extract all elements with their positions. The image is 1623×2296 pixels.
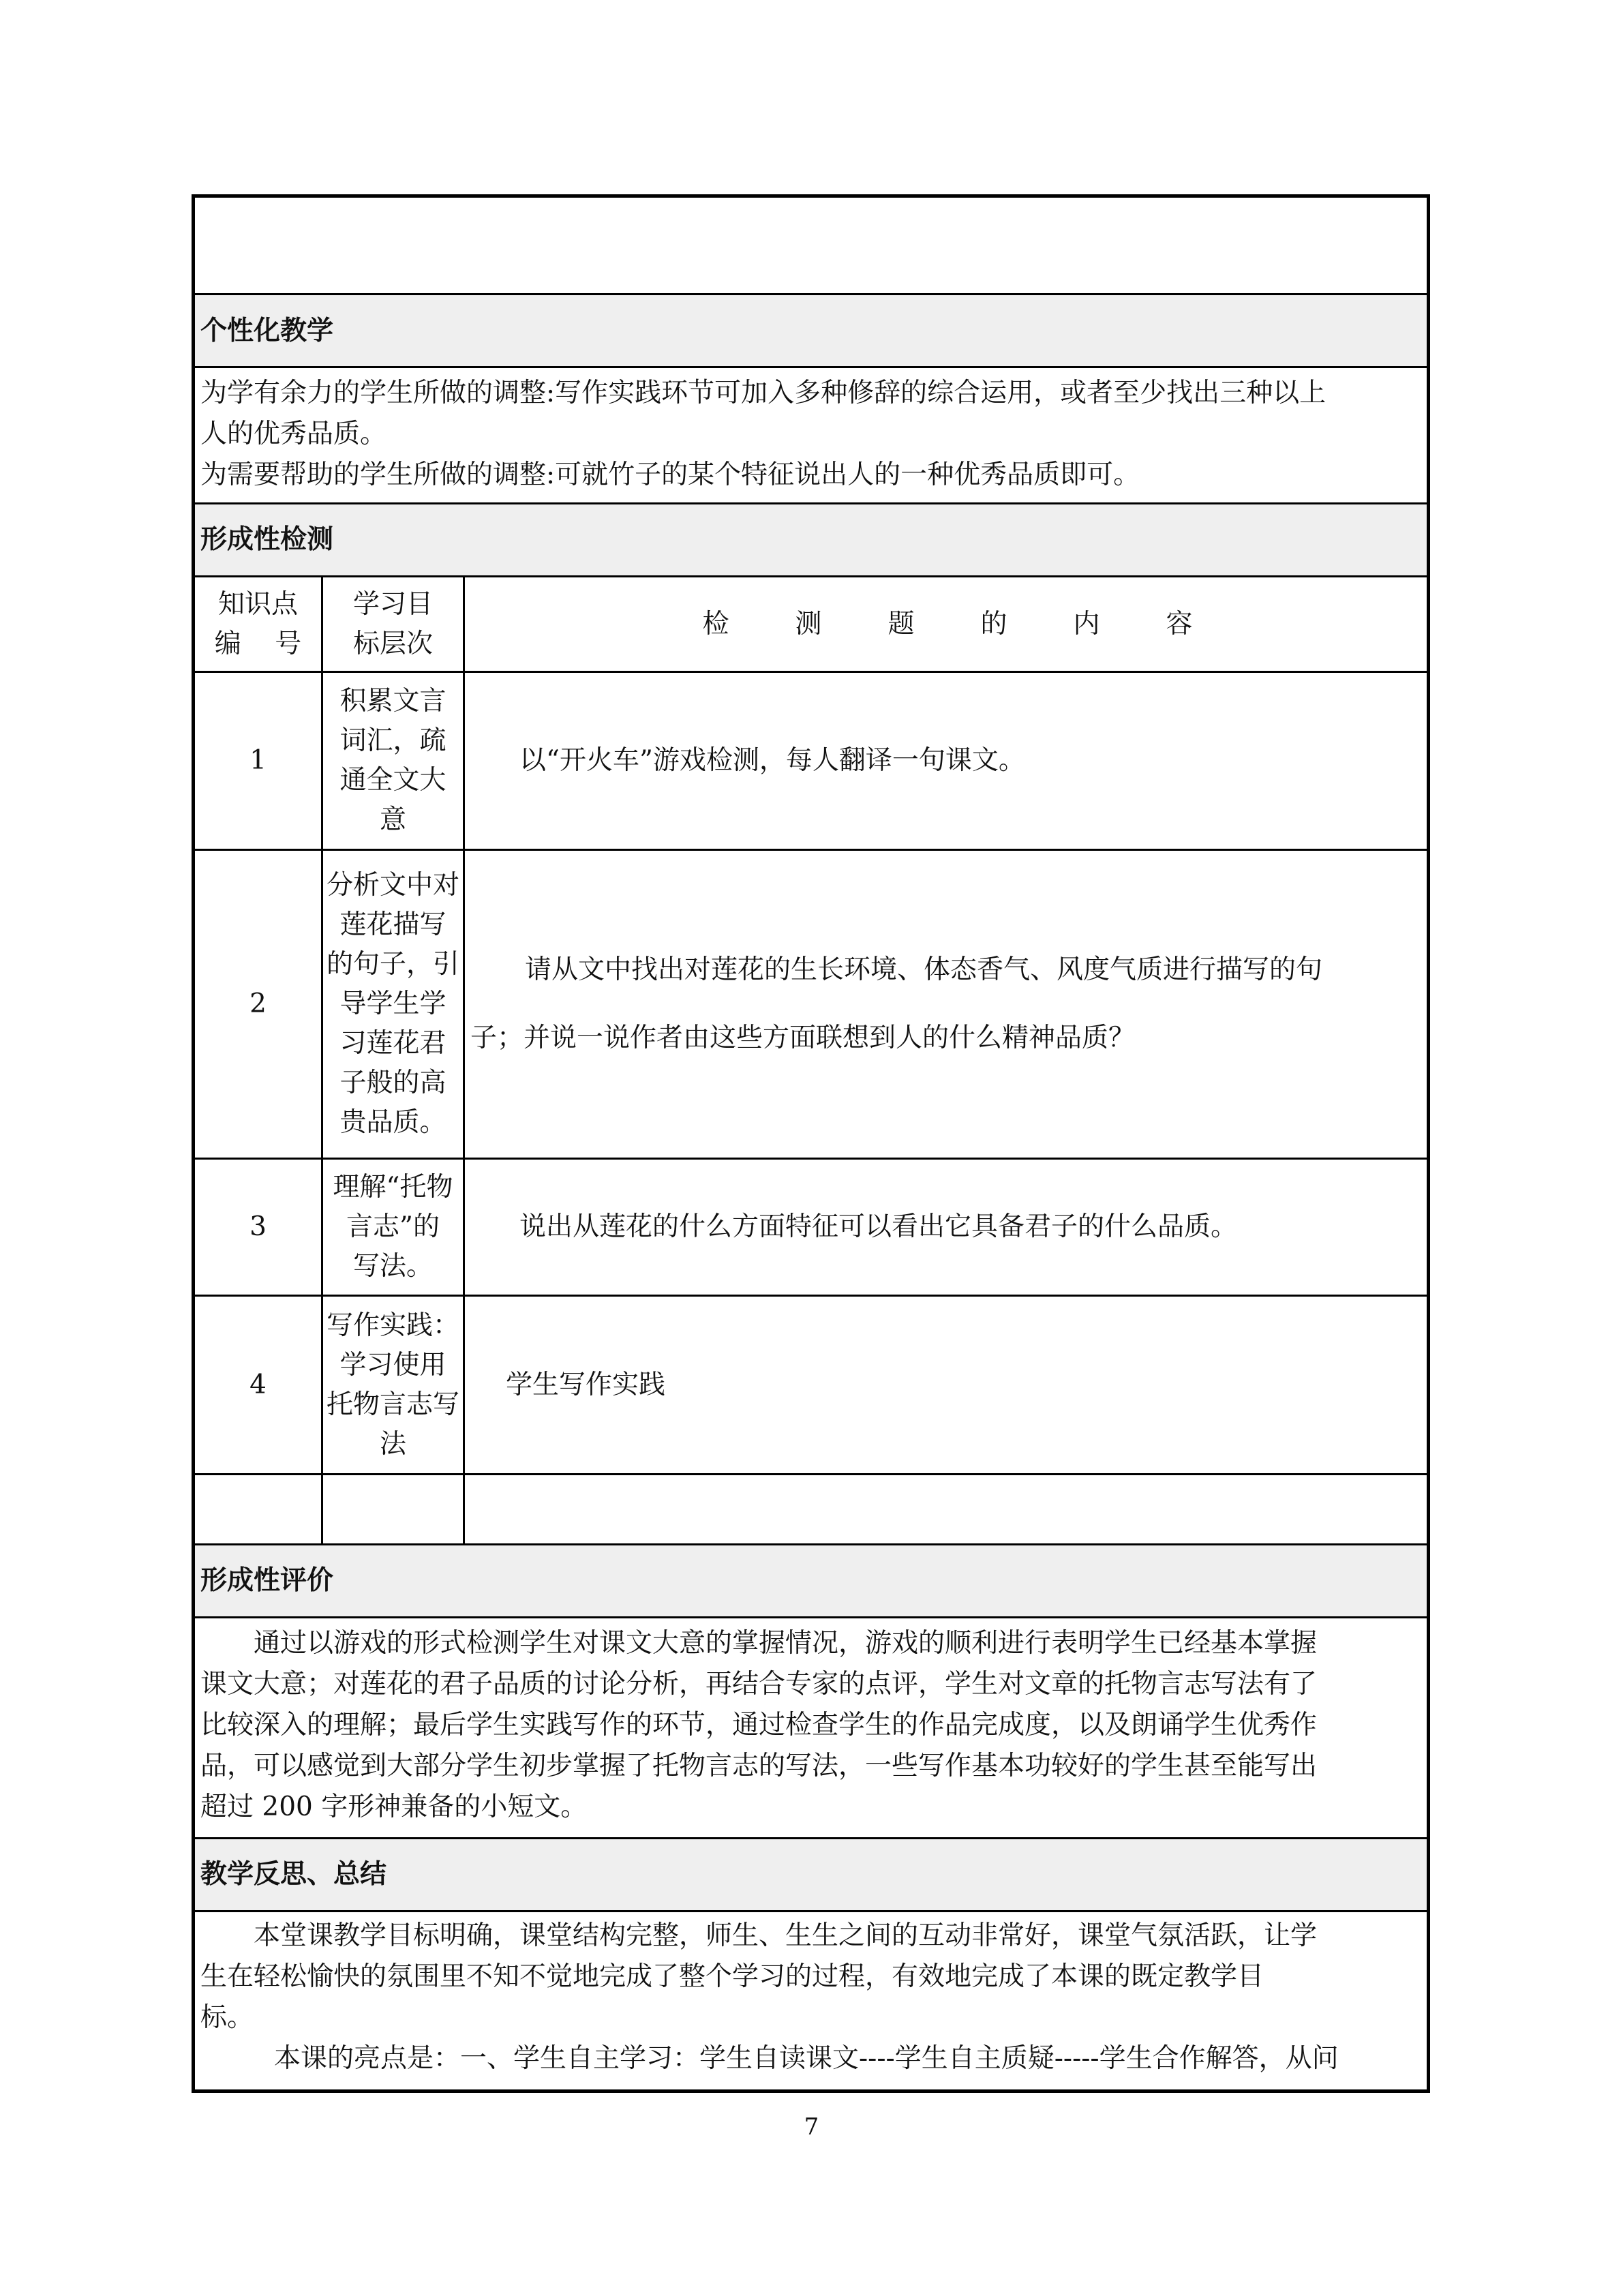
- header-char: 检: [702, 608, 729, 639]
- row-divider: [195, 1473, 1427, 1475]
- cell-line: 托物言志写: [326, 1389, 459, 1420]
- text-line: 比较深入的理解；最后学生实践写作的环节，通过检查学生的作品完成度，以及朗诵学生优秀作: [200, 1710, 1318, 1740]
- header-line: 标层次: [352, 628, 433, 659]
- table-header-target-level: [323, 577, 463, 671]
- cell-line: 写作实践：: [326, 1310, 459, 1341]
- table-cell-number: 3: [249, 1211, 267, 1242]
- cell-line: 莲花描写: [339, 909, 446, 940]
- lesson-plan-table: [192, 194, 1430, 2093]
- table-cell-number: 2: [249, 988, 267, 1019]
- table-cell-level: [323, 1297, 463, 1473]
- cell-line: 法: [379, 1428, 406, 1460]
- section-title-personalized: 个性化教学: [200, 316, 334, 346]
- page-number: 7: [804, 2113, 819, 2141]
- text-line: 为需要帮助的学生所做的调整:可就竹子的某个特征说出人的一种优秀品质即可。: [200, 459, 1140, 490]
- cell-line: 的句子，引: [326, 949, 459, 980]
- text-line: 品，可以感觉到大部分学生初步掌握了托物言志的写法，一些写作基本功较好的学生甚至能写出: [200, 1751, 1318, 1781]
- table-cell-content: [465, 673, 1430, 849]
- section-band-formative-eval: [195, 1545, 1427, 1616]
- table-cell-content: [465, 851, 1430, 1158]
- cell-line: 写法。: [352, 1251, 433, 1282]
- text-line: 通过以游戏的形式检测学生对课文大意的掌握情况，游戏的顺利进行表明学生已经基本掌握: [254, 1628, 1318, 1659]
- table-cell-content: [465, 1297, 1430, 1473]
- cell-line: 习莲花君: [339, 1028, 446, 1059]
- header-char: 的: [980, 608, 1007, 639]
- text-line: 课文大意；对莲花的君子品质的讨论分析，再结合专家的点评，学生对文章的托物言志写法有了: [200, 1669, 1318, 1700]
- cell-line: 积累文言: [339, 686, 446, 716]
- cell-line: 学生写作实践: [506, 1369, 666, 1400]
- cell-line: 说出从莲花的什么方面特征可以看出它具备君子的什么品质。: [519, 1211, 1238, 1242]
- cell-line: 分析文中对: [326, 870, 459, 901]
- reflection-content: [200, 1916, 1416, 2079]
- cell-line: 学习使用: [339, 1349, 446, 1380]
- header-line: 编 号: [214, 628, 302, 659]
- formative-eval-content: [200, 1623, 1416, 1828]
- cell-line: 贵品质。: [339, 1107, 446, 1138]
- cell-line: 词汇，疏: [339, 725, 446, 756]
- text-line: 本课的亮点是：一、学生自主学习：学生自读课文----学生自主质疑-----学生合作解答，从问: [274, 2043, 1339, 2074]
- cell-line: 言志”的: [346, 1211, 440, 1242]
- table-header-knowledge-number: [195, 577, 321, 671]
- header-line: 学习目: [352, 588, 433, 620]
- cell-line: 请从文中找出对莲花的生长环境、体态香气、风度气质进行描写的句: [525, 954, 1323, 985]
- row-divider: [195, 1616, 1427, 1618]
- header-line: 知识点: [217, 588, 298, 620]
- table-cell-content: [465, 1160, 1430, 1295]
- section-title-formative-test: 形成性检测: [200, 524, 334, 555]
- text-line: 生在轻松愉快的氛围里不知不觉地完成了整个学习的过程，有效地完成了本课的既定教学目: [200, 1961, 1264, 1992]
- personalized-content: [200, 373, 1416, 496]
- table-cell-number: 4: [249, 1369, 267, 1400]
- cell-line: 子般的高: [339, 1068, 446, 1098]
- table-cell-level: [323, 851, 463, 1158]
- cell-line: 通全文大: [339, 765, 446, 796]
- cell-line: 导学生学: [339, 988, 446, 1019]
- text-line: 超过 200 字形神兼备的小短文。: [200, 1792, 588, 1822]
- table-cell-level: [323, 673, 463, 849]
- row-divider: [195, 1910, 1427, 1912]
- header-char: 测: [795, 608, 822, 639]
- section-title-reflection: 教学反思、总结: [200, 1859, 387, 1890]
- section-band-formative-test: [195, 504, 1427, 575]
- cell-line: 子；并说一说作者由这些方面联想到人的什么精神品质？: [470, 1023, 1136, 1053]
- cell-line: 意: [379, 804, 406, 835]
- row-divider: [195, 366, 1427, 368]
- table-cell-number: 1: [249, 745, 267, 776]
- cell-line: 理解“托物: [333, 1172, 453, 1203]
- table-header-test-content: [465, 577, 1430, 671]
- header-char: 内: [1073, 608, 1100, 639]
- header-char: 题: [888, 608, 915, 639]
- section-title-formative-eval: 形成性评价: [200, 1565, 334, 1596]
- table-cell-level: [323, 1160, 463, 1295]
- text-line: 人的优秀品质。: [200, 419, 387, 449]
- header-char: 容: [1166, 608, 1193, 639]
- cell-line: 以“开火车”游戏检测，每人翻译一句课文。: [519, 745, 1025, 776]
- text-line: 标。: [200, 2002, 254, 2033]
- text-line: 本堂课教学目标明确，课堂结构完整，师生、生生之间的互动非常好，课堂气氛活跃，让学: [254, 1920, 1318, 1951]
- text-line: 为学有余力的学生所做的调整:写作实践环节可加入多种修辞的综合运用，或者至少找出三种以上: [200, 378, 1326, 408]
- section-band-personalized: [195, 295, 1427, 366]
